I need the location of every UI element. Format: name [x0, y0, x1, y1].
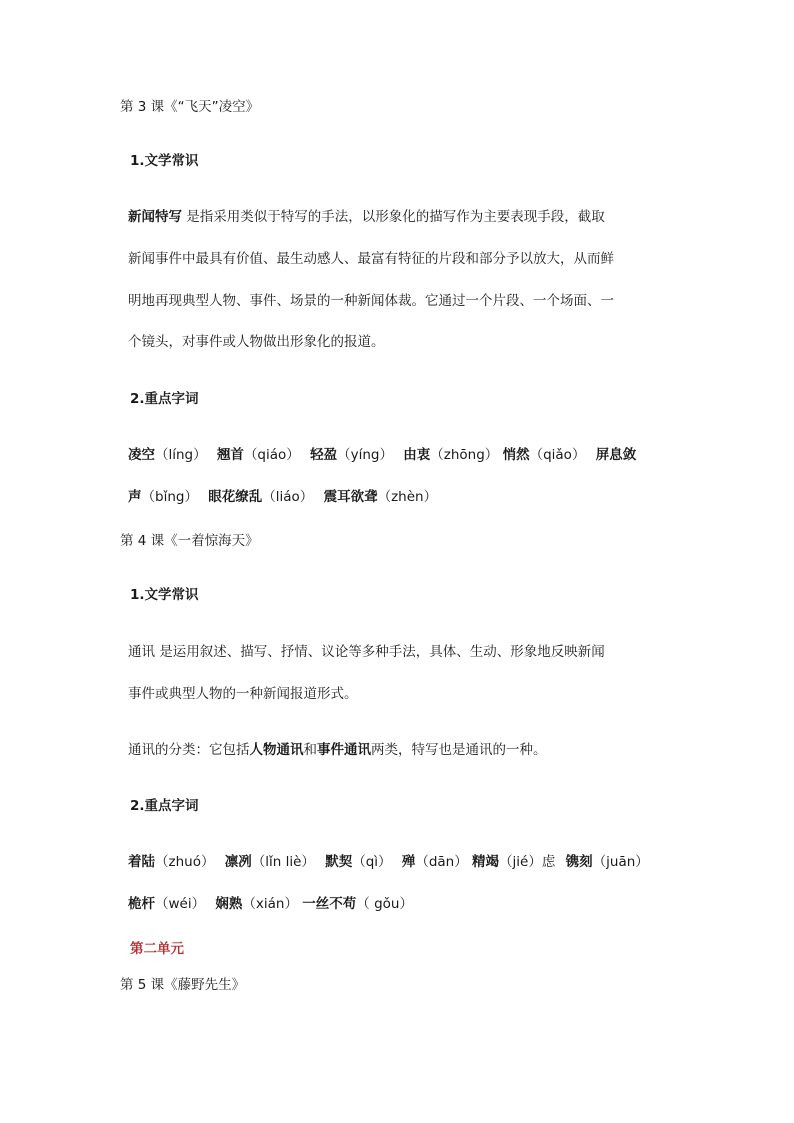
vocab-word: 默契 — [325, 854, 353, 870]
vocab-word: 悄然 — [502, 447, 530, 463]
lesson-3-para-line-3: 明地再现典型人物、事件、场景的一种新闻体裁。它通过一个片段、一个场面、一 — [128, 293, 614, 309]
vocab-word: 着陆 — [128, 854, 155, 870]
lesson-5-title: 第 5 课《藤野先生》 — [120, 977, 246, 993]
lesson-4-para-line-2: 事件或典型人物的一种新闻报道形式。 — [128, 686, 358, 702]
vocab-word: 殚 — [401, 854, 416, 870]
vocab-word: 凌空 — [128, 447, 155, 463]
vocab-word: 娴熟 — [215, 896, 243, 912]
lesson-4-title: 第 4 课《一着惊海天》 — [120, 533, 259, 549]
term-event-report: 事件通讯 — [317, 742, 371, 758]
vocab-word: 桅杆 — [128, 896, 155, 912]
lesson-3-literature-heading: 1.文学常识 — [130, 153, 199, 169]
vocab-word: 屏息敛 — [595, 447, 637, 463]
lesson-3-title: 第 3 课《“飞天”凌空》 — [120, 99, 260, 115]
lesson-4-vocab-line-1: 着陆（zhuó） 凛冽（lǐn liè） 默契（qì） 殚（dān） 精竭（jié）虑 镌刻（juān） — [128, 854, 649, 870]
lesson-3-vocab-heading: 2.重点字词 — [130, 391, 199, 407]
vocab-word: 轻盈 — [310, 447, 338, 463]
vocab-word: 精竭 — [472, 854, 500, 870]
lesson-4-vocab-heading: 2.重点字词 — [130, 798, 199, 814]
lesson-3-vocab-line-1: 凌空（líng） 翘首（qiáo） 轻盈（yíng） 由衷（zhōng） 悄然（qiǎo） 屏息敛 — [128, 447, 637, 463]
vocab-word: 声 — [128, 489, 142, 505]
term-tongxun: 通讯 — [128, 644, 155, 660]
lesson-3-para-line-4: 个镜头，对事件或人物做出形象化的报道。 — [128, 334, 385, 350]
unit-2-heading: 第二单元 — [130, 941, 184, 957]
lesson-4-literature-heading: 1.文学常识 — [130, 587, 199, 603]
vocab-word: 眼花缭乱 — [208, 489, 263, 505]
vocab-word: 凛冽 — [224, 854, 252, 870]
lesson-3-para-line-2: 新闻事件中最具有价值、最生动感人、最富有特征的片段和部分予以放大，从而鲜 — [128, 251, 614, 267]
lesson-4-para-line-1: 通讯 是运用叙述、描写、抒情、议论等多种手法，具体、生动、形象地反映新闻 — [128, 644, 605, 660]
lesson-3-para-line-1: 新闻特写 是指采用类似于特写的手法，以形象化的描写作为主要表现手段，截取 — [128, 209, 605, 225]
vocab-word: 由衷 — [403, 447, 431, 463]
vocab-word: 震耳欲聋 — [323, 489, 378, 505]
term-news-feature: 新闻特写 — [128, 209, 182, 225]
vocab-word: 一丝不苟 — [302, 896, 357, 912]
vocab-word: 镌刻 — [565, 854, 593, 870]
vocab-word: 翘首 — [216, 447, 244, 463]
lesson-3-vocab-line-2: 声（bǐng） 眼花缭乱（liáo） 震耳欲聋（zhèn） — [128, 489, 438, 505]
term-person-report: 人物通讯 — [249, 742, 304, 758]
lesson-4-classification: 通讯的分类：它包括人物通讯和事件通讯两类，特写也是通讯的一种。 — [128, 742, 547, 758]
lesson-4-vocab-line-2: 桅杆（wéi） 娴熟（xián） 一丝不苟（ gǒu） — [128, 896, 413, 912]
